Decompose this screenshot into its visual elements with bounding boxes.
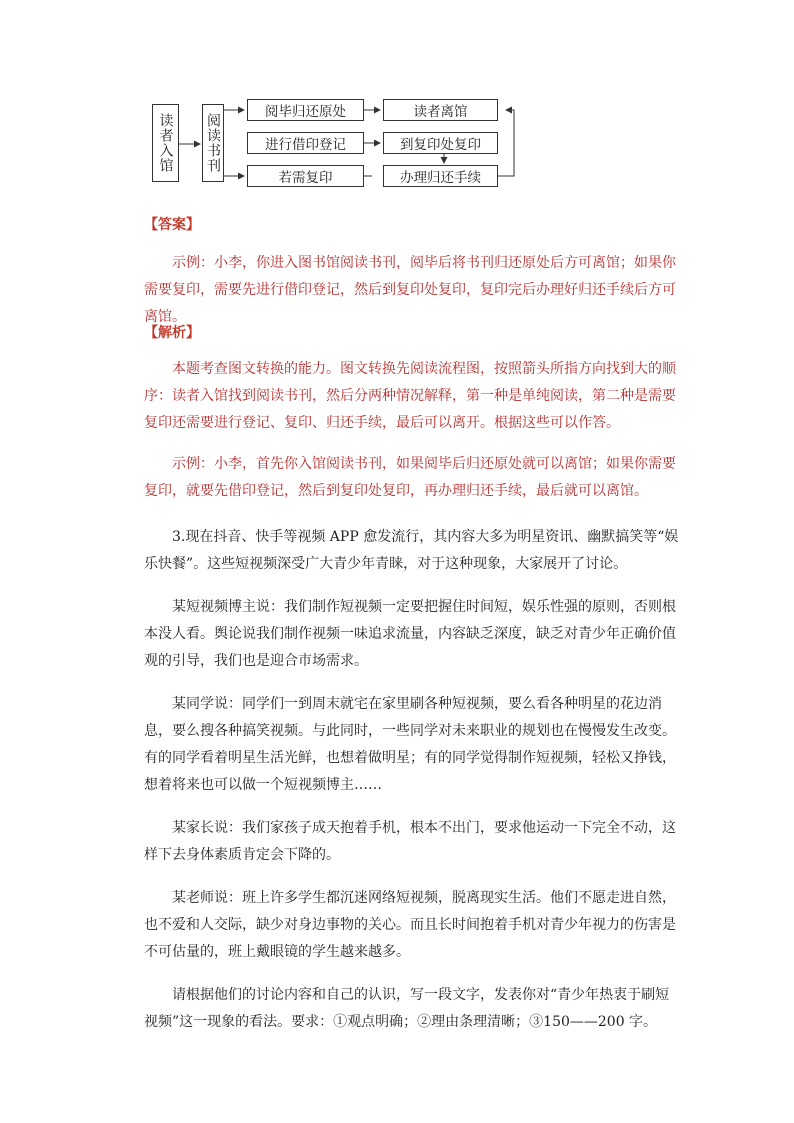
question-section [144, 524, 680, 1036]
analysis-text-2: 示例：小李，首先你入馆阅读书刊，如果阅毕后归还原处就可以离馆；如果你需要复印，就要先借印登记，然后到复印处复印，再办理归还手续，最后就可以离馆。 [144, 456, 676, 499]
quote-teacher: 某老师说：班上许多学生都沉迷网络短视频，脱离现实生活。他们不愿走进自然，也不爱和人交际，缺少对身边事物的关心。而且长时间抱着手机对青少年视力的伤害是不可估量的，班上戴眼镜的学生越来越多。 [144, 890, 676, 960]
box-borrow-register: 进行借印登记 [247, 132, 364, 154]
analysis-text-1: 本题考查图文转换的能力。图文转换先阅读流程图，按照箭头所指方向找到大的顺序：读者入馆找到阅读书刊，然后分两种情况解释，第一种是单纯阅读，第二种是需要复印还需要进行登记、复印、归还手续，最后可以离开。根据这些可以作答。 [144, 361, 676, 431]
answer-tag: 【答案】 [144, 217, 200, 233]
box-need-copy: 若需复印 [247, 165, 364, 187]
analysis-section [144, 322, 680, 505]
analysis-tag: 【解析】 [144, 325, 200, 341]
question-intro: 3.现在抖音、快手等视频 APP 愈发流行，其内容大多为明星资讯、幽默搞笑等“娱乐快餐”。这些短视频深受广大青少年青睐，对于这种现象，大家展开了讨论。 [144, 529, 679, 572]
flowchart [148, 96, 528, 192]
box-return-shelf: 阅毕归还原处 [247, 99, 364, 121]
quote-student: 某同学说：同学们一到周末就宅在家里刷各种短视频，要么看各种明星的花边消息，要么搜各种搞笑视频。与此同时，一些同学对未来职业的规划也在慢慢发生改变。有的同学看着明星生活光鲜，也想着做明星；有的同学觉得制作短视频，轻松又挣钱，想着将来也可以做一个短视频博主…… [144, 696, 676, 793]
box-go-copy: 到复印处复印 [383, 132, 498, 154]
quote-blogger: 某短视频博主说：我们制作短视频一定要把握住时间短，娱乐性强的原则，否则根本没人看。舆论说我们制作视频一味追求流量，内容缺乏深度，缺乏对青少年正确价值观的引导，我们也是迎合市场需求。 [144, 599, 676, 669]
quote-parent: 某家长说：我们家孩子成天抱着手机，根本不出门，要求他运动一下完全不动，这样下去身体素质肯定会下降的。 [144, 820, 676, 863]
box-read: 阅读书刊 [202, 104, 224, 182]
writing-task: 请根据他们的讨论内容和自己的认识，写一段文字，发表你对“青少年热衷于刷短视频”这一现象的看法。要求：①观点明确；②理由条理清晰；③150——200 字。 [144, 987, 670, 1030]
answer-text: 示例：小李，你进入图书馆阅读书刊，阅毕后将书刊归还原处后方可离馆；如果你需要复印，需要先进行借印登记，然后到复印处复印，复印完后办理好归还手续后方可离馆。 [144, 255, 676, 325]
box-finish-return: 办理归还手续 [383, 165, 498, 187]
answer-section [144, 214, 680, 331]
box-enter: 读者入馆 [152, 104, 179, 182]
box-leave: 读者离馆 [383, 99, 498, 121]
